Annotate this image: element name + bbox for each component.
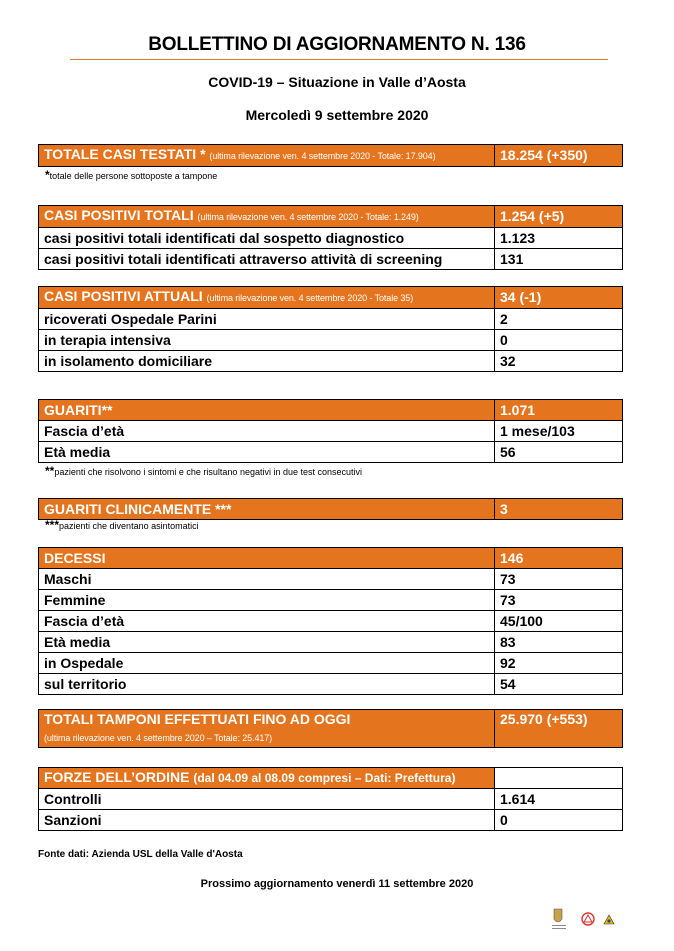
deaths-label: DECESSI [39,548,495,569]
bulletin-date: Mercoledì 9 settembre 2020 [245,107,429,123]
row-value: 131 [495,249,623,270]
police-table [38,767,623,831]
total-positive-label: CASI POSITIVI TOTALI (ultima rilevazione ven. 4 settembre 2020 - Totale: 1.249) [39,206,495,228]
table-row [39,228,623,249]
row-label: Sanzioni [39,810,495,831]
row-value: 0 [495,330,623,351]
deaths-table [38,547,623,695]
row-value: 73 [495,590,623,611]
row-value: 1 mese/103 [495,421,623,442]
row-label: Età media [39,632,495,653]
row-value: 92 [495,653,623,674]
current-positive-value: 34 (-1) [495,287,623,309]
table-header-row [39,499,623,520]
current-positive-label: CASI POSITIVI ATTUALI (ultima rilevazione ven. 4 settembre 2020 - Totale 35) [39,287,495,309]
next-update: Prossimo aggiornamento venerdì 11 settembre 2020 [200,878,474,890]
table-header-row [39,768,623,789]
recovered-footnote: **pazienti che risolvono i sintomi e che risultano negativi in due test consecutivi [45,464,363,478]
recovered-label: GUARITI** [39,400,495,421]
clinically-recovered-value: 3 [495,499,623,520]
clinically-recovered-label: GUARITI CLINICAMENTE *** [39,499,495,520]
data-source: Fonte dati: Azienda USL della Valle d'Aosta [38,849,243,860]
table-header-row [39,145,623,167]
swabs-table [38,709,623,748]
table-row [39,789,623,810]
civil-protection-icon [582,913,594,925]
table-row [39,249,623,270]
emergency-triangle-icon [604,915,614,924]
row-label: Maschi [39,569,495,590]
table-row [39,442,623,463]
total-tested-footnote: *totale delle persone sottoposte a tampone [45,168,218,182]
row-value: 1.123 [495,228,623,249]
recovered-value: 1.071 [495,400,623,421]
table-row [39,421,623,442]
table-header-row [39,206,623,228]
police-value-empty [495,768,623,789]
row-value: 32 [495,351,623,372]
clinically-recovered-footnote: ***pazienti che diventano asintomatici [45,518,199,532]
row-value: 1.614 [495,789,623,810]
row-label: casi positivi totali identificati attraverso attività di screening [39,249,495,270]
row-label: in terapia intensiva [39,330,495,351]
row-value: 54 [495,674,623,695]
swabs-value: 25.970 (+553) [495,710,623,748]
clinically-recovered-table [38,498,623,520]
swabs-label: TOTALI TAMPONI EFFETTUATI FINO AD OGGI (ultima rilevazione ven. 4 settembre 2020 – Totale: 25.417) [39,710,495,748]
bulletin-subtitle: COVID-19 – Situazione in Valle d’Aosta [208,74,466,90]
total-positive-table [38,205,623,270]
table-row [39,810,623,831]
table-header-row [39,710,623,748]
table-row [39,674,623,695]
table-header-row [39,400,623,421]
row-value: 73 [495,569,623,590]
table-header-row [39,548,623,569]
table-row [39,351,623,372]
title-divider [70,59,608,60]
current-positive-table [38,286,623,372]
row-label: ricoverati Ospedale Parini [39,309,495,330]
table-row [39,653,623,674]
row-label: Fascia d’età [39,421,495,442]
police-note: (dal 04.09 al 08.09 compresi – Dati: Prefettura) [193,771,456,785]
total-tested-table [38,144,623,167]
total-positive-note: (ultima rilevazione ven. 4 settembre 2020 - Totale: 1.249) [197,212,419,222]
table-row [39,632,623,653]
row-label: Femmine [39,590,495,611]
region-crest-icon [552,909,566,929]
total-tested-value: 18.254 (+350) [495,145,623,167]
row-value: 2 [495,309,623,330]
institution-logos [548,905,628,935]
table-header-row [39,287,623,309]
total-tested-note: (ultima rilevazione ven. 4 settembre 2020 - Totale: 17.904) [209,151,436,161]
current-positive-note: (ultima rilevazione ven. 4 settembre 2020 - Totale 35) [206,293,414,303]
row-label: Controlli [39,789,495,810]
table-row [39,590,623,611]
bulletin-title: BOLLETTINO DI AGGIORNAMENTO N. 136 [148,34,526,55]
row-label: Fascia d’età [39,611,495,632]
table-row [39,330,623,351]
total-positive-value: 1.254 (+5) [495,206,623,228]
table-row [39,611,623,632]
row-label: Età media [39,442,495,463]
total-tested-label: TOTALE CASI TESTATI * (ultima rilevazione ven. 4 settembre 2020 - Totale: 17.904) [39,145,495,167]
row-value: 83 [495,632,623,653]
table-row [39,569,623,590]
swabs-note: (ultima rilevazione ven. 4 settembre 2020 – Totale: 25.417) [44,733,273,743]
row-label: in isolamento domiciliare [39,351,495,372]
row-value: 0 [495,810,623,831]
recovered-table [38,399,623,463]
table-row [39,309,623,330]
row-label: in Ospedale [39,653,495,674]
row-label: casi positivi totali identificati dal sospetto diagnostico [39,228,495,249]
row-label: sul territorio [39,674,495,695]
row-value: 56 [495,442,623,463]
row-value: 45/100 [495,611,623,632]
police-label: FORZE DELL’ORDINE (dal 04.09 al 08.09 compresi – Dati: Prefettura) [39,768,495,789]
deaths-value: 146 [495,548,623,569]
